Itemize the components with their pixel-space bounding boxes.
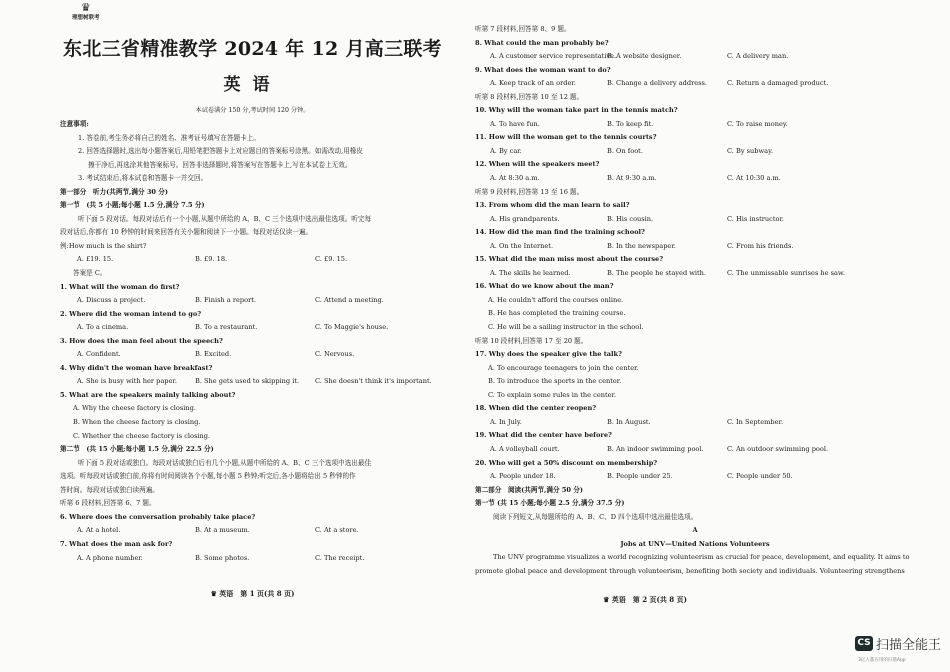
answer-options [60, 375, 445, 389]
option-c: C. A delivery man. [727, 52, 789, 61]
option-a: A. A customer service representative. [490, 52, 617, 61]
question: 15. What did the man miss most about the course? [475, 255, 664, 264]
answer-options [475, 50, 915, 64]
option-c: C. Nervous. [315, 350, 355, 359]
option-c: C. From his friends. [727, 241, 794, 250]
answer-options [475, 77, 915, 91]
option-b: B. On foot. [607, 146, 643, 155]
answer-option: B. He has completed the training course. [488, 309, 626, 318]
option-b: B. Excited. [195, 350, 232, 359]
question: 13. From whom did the man learn to sail? [475, 201, 630, 210]
answer-options [475, 213, 915, 227]
option-c: C. She doesn't think it's important. [315, 377, 432, 386]
answer-options [475, 172, 915, 186]
option-c: C. To Maggie's house. [315, 323, 389, 332]
question: 14. How did the man find the training school? [475, 228, 645, 237]
answer-options [475, 145, 915, 159]
paragraph: 1. 答卷前,考生务必将自己的姓名、准考证号填写在答题卡上。 [78, 133, 260, 142]
paragraph: 段对话后,你都有 10 秒钟的时间来回答有关小题和阅读下一小题。每段对话仅读一遍。 [60, 228, 313, 237]
option-c: C. At 10:30 a.m. [727, 174, 781, 183]
question: 6. Where does the conversation probably take place? [60, 512, 256, 521]
question: 5. What are the speakers mainly talking about? [60, 390, 236, 399]
paragraph: 擦干净后,再选涂其他答案标号。回答非选择题时,将答案写在答题卡上,写在本试卷上无效。 [88, 160, 352, 169]
exam-title: 东北三省精准教学 2024 年 12 月高三联考 [63, 38, 442, 60]
option-c: C. At a store. [315, 526, 359, 535]
option-c: C. The unmissable sunrises he saw. [727, 268, 845, 277]
answer-option: C. He will be a sailing instructor in the school. [488, 323, 644, 332]
answer-options [475, 443, 915, 457]
question: 19. What did the center have before? [475, 431, 612, 440]
question: 7. What does the man ask for? [60, 539, 173, 548]
option-b: B. An indoor swimming pool. [607, 444, 704, 453]
paragraph: 阅读下列短文,从每题所给的 A、B、C、D 四个选项中选出最佳选项。 [493, 512, 698, 521]
option-b: B. His cousin. [607, 214, 654, 223]
watermark-tagline: 3亿人都在用的扫描App [858, 658, 906, 663]
paragraph: 答时间。每段对话或独白读两遍。 [60, 485, 159, 494]
camscanner-logo-icon: CS [855, 636, 873, 651]
answer-option: B. When the cheese factory is closing. [73, 418, 201, 427]
option-c: C. Attend a meeting. [315, 296, 384, 305]
answer-option: C. Whether the cheese factory is closing. [73, 431, 211, 440]
answer-options [475, 416, 915, 430]
paragraph: 听第 10 段材料,回答第 17 至 20 题。 [475, 336, 588, 345]
section-heading: 第二部分 阅读(共两节,满分 50 分) [475, 485, 584, 494]
option-c: C. The receipt. [315, 553, 365, 562]
option-c: C. £9. 15. [315, 255, 348, 264]
option-a: A. £19. 15. [77, 255, 114, 264]
option-a: A. In July. [490, 417, 522, 426]
question: 17. Why does the speaker give the talk? [475, 350, 622, 359]
question: 9. What does the woman want to do? [475, 65, 611, 74]
option-c: C. His instructor. [727, 214, 784, 223]
answer-options [60, 294, 445, 308]
option-b: B. The people he stayed with. [607, 268, 706, 277]
answer-option: C. To explain some rules in the center. [488, 390, 617, 399]
camscanner-watermark [855, 633, 941, 663]
option-b: B. Finish a report. [195, 296, 256, 305]
answer-options [475, 470, 915, 484]
page-2-content [475, 23, 915, 578]
option-a: A. To a cinema. [77, 323, 129, 332]
option-a: A. The skills he learned. [490, 268, 571, 277]
option-b: B. To keep fit. [607, 119, 654, 128]
option-b: B. At a museum. [195, 526, 250, 535]
question: 11. How will the woman get to the tennis courts? [475, 133, 657, 142]
question: 20. Who will get a 50% discount on membership? [475, 458, 658, 467]
paragraph: promote global peace and development through volunteerism, benefiting both society and individuals. Volunteering strengthens [475, 566, 905, 575]
page-number: 英语 第 2 页(共 8 页) [611, 595, 687, 604]
publisher-logo [72, 2, 100, 21]
answer-options [60, 552, 445, 566]
logo-icon: ♛ [80, 1, 91, 14]
logo-text: 理想树联考 [72, 15, 100, 21]
option-c: C. People under 50. [727, 472, 793, 481]
section-heading: 第一节 (共 15 小题;每小题 2.5 分,满分 37.5 分) [475, 499, 625, 508]
option-a: A. Discuss a project. [77, 296, 146, 305]
option-a: A. On the Internet. [490, 241, 554, 250]
option-a: A. To have fun. [490, 119, 540, 128]
answer-options [60, 524, 445, 538]
answer-options [60, 348, 445, 362]
question: 12. When will the speakers meet? [475, 160, 600, 169]
section-heading: 第一节 (共 5 小题;每小题 1.5 分,满分 7.5 分) [60, 201, 205, 210]
option-b: B. £9. 18. [195, 255, 228, 264]
answer-options [475, 267, 915, 281]
page-1-footer: ♛ 英语 第 1 页(共 8 页) [210, 589, 295, 598]
option-a: A. Confident. [77, 350, 121, 359]
option-b: B. To a restaurant. [195, 323, 258, 332]
paragraph: 选项。听每段对话或独白前,你将有时间阅读各个小题,每小题 5 秒钟;听完后,各小题将给出 5 秒钟的作 [60, 472, 356, 481]
watermark-name: 扫描全能王 [876, 638, 942, 653]
exam-subject: 英语 [223, 75, 282, 95]
page-1-content [60, 118, 445, 565]
question: 4. Why didn't the woman have breakfast? [60, 363, 213, 372]
answer-options [475, 240, 915, 254]
option-c: C. An outdoor swimming pool. [727, 444, 829, 453]
paragraph: 听第 8 段材料,回答第 10 至 12 题。 [475, 92, 584, 101]
option-b: B. She gets used to skipping it. [195, 377, 300, 386]
option-a: A. At a hotel. [77, 526, 121, 535]
option-a: A. A phone number. [77, 553, 143, 562]
option-c: C. Return a damaged product. [727, 79, 829, 88]
exam-info: 本试卷满分 150 分,考试时间 120 分钟。 [195, 107, 310, 114]
option-b: B. A website designer. [607, 52, 682, 61]
paragraph: 听第 9 段材料,回答第 13 至 16 题。 [475, 187, 584, 196]
page-number: 英语 第 1 页(共 8 页) [219, 589, 295, 598]
option-b: B. People under 25. [607, 472, 673, 481]
option-a: A. A volleyball court. [490, 444, 560, 453]
answer-options [60, 321, 445, 335]
option-c: C. By subway. [727, 146, 774, 155]
option-b: B. Change a delivery address. [607, 79, 707, 88]
paragraph: 听下面 5 段对话或独白。每段对话或独白后有几个小题,从题中所给的 A、B、C 三个选项中选出最佳 [78, 458, 372, 467]
option-a: A. Keep track of an order. [490, 79, 576, 88]
option-a: A. People under 18. [490, 472, 556, 481]
question: 3. How does the man feel about the speech? [60, 336, 223, 345]
answer-option: B. To introduce the sports in the center. [488, 377, 622, 386]
section-heading: 第二节 (共 15 小题;每小题 1.5 分,满分 22.5 分) [60, 445, 214, 454]
option-b: B. In the newspaper. [607, 241, 676, 250]
option-b: B. Some photos. [195, 553, 250, 562]
option-a: A. She is busy with her paper. [77, 377, 177, 386]
passage-label: A [692, 526, 698, 535]
answer-options [60, 253, 445, 267]
paragraph: The UNV programme visualizes a world recognizing volunteerism as crucial for peace, development, and equality. It aims to [493, 553, 910, 562]
answer-option: A. To encourage teenagers to join the center. [488, 363, 639, 372]
paragraph: 3. 考试结束后,将本试卷和答题卡一并交回。 [78, 174, 208, 183]
paragraph: 听第 7 段材料,回答第 8、9 题。 [475, 25, 571, 33]
question: 10. Why will the woman take part in the tennis match? [475, 106, 678, 115]
option-a: A. His grandparents. [490, 214, 560, 223]
section-heading: 第一部分 听力(共两节,满分 30 分) [60, 187, 169, 196]
option-a: A. At 8:30 a.m. [490, 174, 540, 183]
answer-option: A. He couldn't afford the courses online. [488, 295, 624, 304]
option-b: B. In August. [607, 417, 651, 426]
answer-option: 答案是 C。 [73, 269, 107, 278]
question: 16. What do we know about the man? [475, 282, 614, 291]
paragraph: 听第 6 段材料,回答第 6、7 题。 [60, 499, 156, 508]
option-c: C. To raise money. [727, 119, 788, 128]
answer-option: A. Why the cheese factory is closing. [73, 404, 196, 413]
paragraph: 例:How much is the shirt? [60, 241, 147, 250]
option-c: C. In September. [727, 417, 784, 426]
option-b: B. At 9:30 a.m. [607, 174, 657, 183]
paragraph: 2. 回答选择题时,选出每小题答案后,用铅笔把答题卡上对应题目的答案标号涂黑。如需改动,用橡皮 [78, 147, 364, 156]
page-2-footer: ♛ 英语 第 2 页(共 8 页) [603, 595, 687, 604]
section-heading: 注意事项: [60, 120, 89, 128]
question: 8. What could the man probably be? [475, 38, 609, 47]
passage-title: Jobs at UNV—United Nations Volunteers [620, 539, 770, 548]
question: 18. When did the center reopen? [475, 404, 597, 413]
paragraph: 听下面 5 段对话。每段对话后有一个小题,从题中所给的 A、B、C 三个选项中选出最佳选项。听完每 [78, 214, 372, 223]
question: 2. Where did the woman intend to go? [60, 309, 202, 318]
answer-options [475, 118, 915, 132]
option-a: A. By car. [490, 146, 522, 155]
question: 1. What will the woman do first? [60, 282, 180, 291]
